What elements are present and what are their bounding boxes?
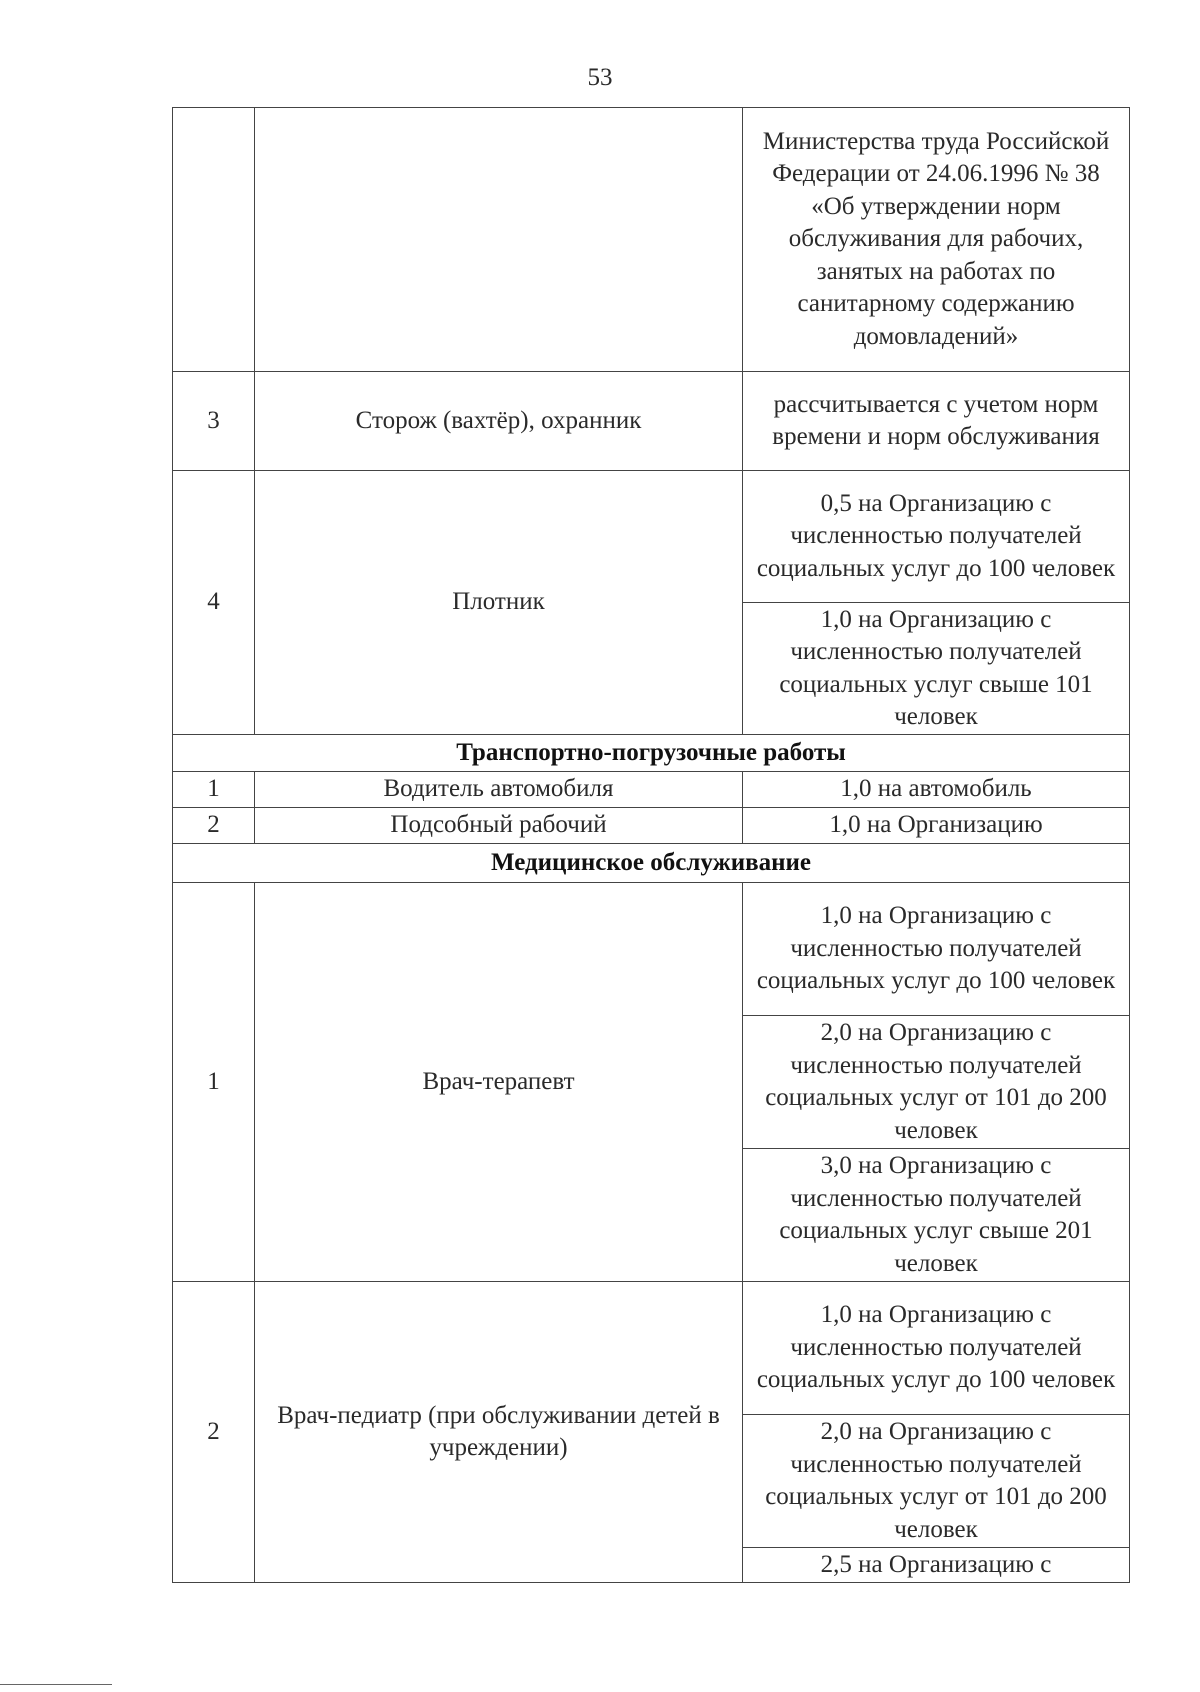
position-name: Подсобный рабочий [255, 808, 743, 844]
staffing-norm: 1,0 на автомобиль [743, 772, 1130, 808]
table-row [173, 808, 1130, 844]
row-number: 4 [173, 471, 255, 735]
row-number [173, 108, 255, 372]
table-row [173, 883, 1130, 1016]
table-row [173, 1282, 1130, 1415]
staffing-norm: 2,5 на Организацию с [743, 1548, 1130, 1583]
section-header-row [173, 844, 1130, 883]
staffing-norm: Министерства труда Российской Федерации от 24.06.1996 № 38 «Об утверждении норм обслуживания для рабочих, занятых на работах по санитарному содержанию домовладений» [743, 108, 1130, 372]
staffing-norm: рассчитывается с учетом норм времени и норм обслуживания [743, 372, 1130, 471]
position-name: Врач-педиатр (при обслуживании детей в учреждении) [255, 1282, 743, 1583]
section-title: Транспортно-погрузочные работы [173, 735, 1130, 772]
staffing-norm: 2,0 на Организацию с численностью получателей социальных услуг от 101 до 200 человек [743, 1016, 1130, 1149]
row-number: 2 [173, 1282, 255, 1583]
position-name: Сторож (вахтёр), охранник [255, 372, 743, 471]
footnote-divider [0, 1684, 112, 1685]
row-number: 1 [173, 772, 255, 808]
row-number: 3 [173, 372, 255, 471]
table-row [173, 772, 1130, 808]
table-row [173, 108, 1130, 372]
staffing-norm: 3,0 на Организацию с численностью получателей социальных услуг свыше 201 человек [743, 1149, 1130, 1282]
position-name: Водитель автомобиля [255, 772, 743, 808]
table-row [173, 471, 1130, 603]
staffing-norm: 2,0 на Организацию с численностью получателей социальных услуг от 101 до 200 человек [743, 1415, 1130, 1548]
staffing-norm: 0,5 на Организацию с численностью получателей социальных услуг до 100 человек [743, 471, 1130, 603]
section-title: Медицинское обслуживание [173, 844, 1130, 883]
staffing-norm: 1,0 на Организацию с численностью получателей социальных услуг свыше 101 человек [743, 603, 1130, 735]
position-name: Врач-терапевт [255, 883, 743, 1282]
staffing-norm: 1,0 на Организацию [743, 808, 1130, 844]
position-name [255, 108, 743, 372]
section-header-row [173, 735, 1130, 772]
page-number: 53 [587, 64, 613, 91]
staffing-norm: 1,0 на Организацию с численностью получателей социальных услуг до 100 человек [743, 1282, 1130, 1415]
row-number: 1 [173, 883, 255, 1282]
position-name: Плотник [255, 471, 743, 735]
row-number: 2 [173, 808, 255, 844]
staffing-norms-table [172, 107, 1130, 1583]
staffing-norm: 1,0 на Организацию с численностью получателей социальных услуг до 100 человек [743, 883, 1130, 1016]
table-row [173, 372, 1130, 471]
